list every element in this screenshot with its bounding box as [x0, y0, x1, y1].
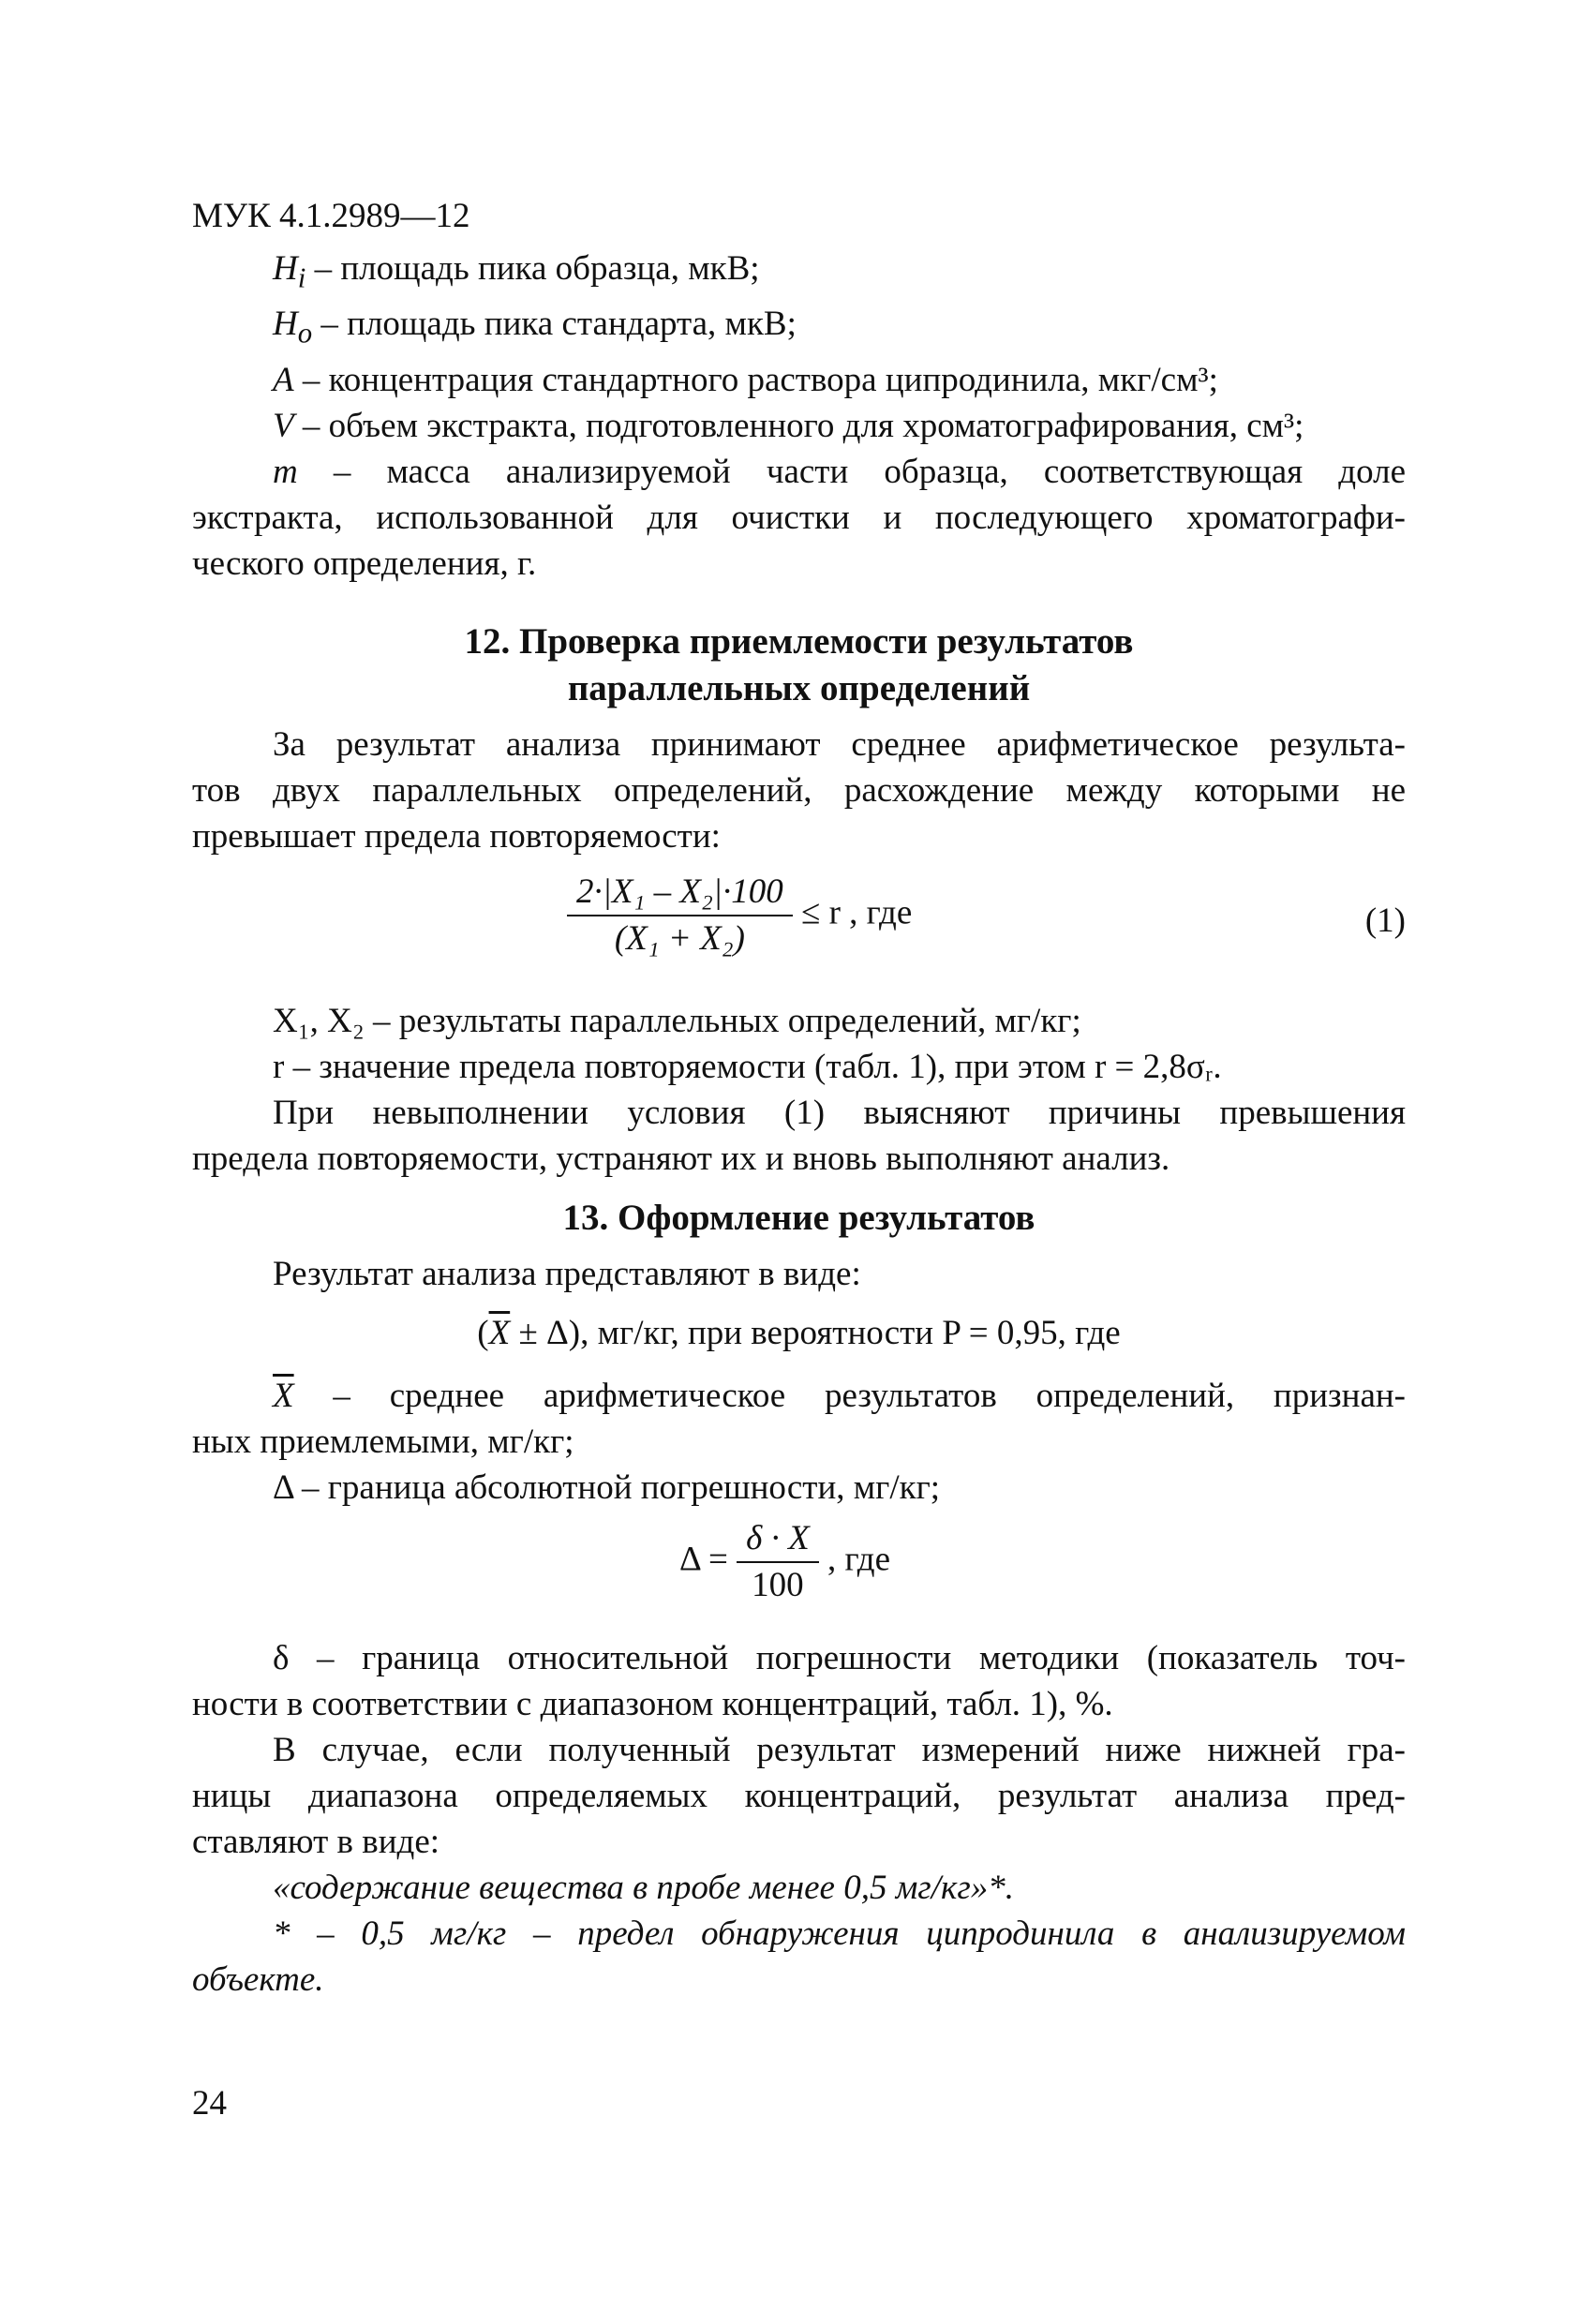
section-13-definitions — [192, 1373, 1406, 1511]
formula-1 — [192, 872, 1406, 975]
def-xbar-line1 — [192, 1373, 1406, 1419]
footnote-line: * – 0,5 мг/кг – предел обнаружения ципродинила в анализируемом — [273, 1914, 1406, 1953]
delta-formula — [192, 1518, 1406, 1621]
subscript: i — [297, 261, 306, 294]
def-ho — [192, 301, 1406, 356]
x-bar: $\overline{X}$ — [488, 1314, 511, 1352]
title-line: 12. Проверка приемлемости результатов — [464, 621, 1134, 662]
def-v — [192, 403, 1406, 449]
def-a — [192, 357, 1406, 403]
def-delta: Δ – граница абсолютной погрешности, мг/кг; — [273, 1468, 941, 1507]
formula-fraction — [567, 872, 793, 960]
def-r: r – значение предела повторяемости (табл. 1), при этом r = 2,8σᵣ. — [273, 1048, 1222, 1086]
definition-text: – среднее арифметическое результатов определений, признан- — [293, 1377, 1406, 1415]
section-13-intro — [192, 1251, 1406, 1297]
title-line: параллельных определений — [567, 668, 1031, 708]
para-line: В случае, если полученный результат измерений ниже нижней гра- — [273, 1731, 1406, 1769]
def-hi — [192, 246, 1406, 301]
para-line: δ – граница относительной погрешности методики (показатель точ- — [273, 1639, 1406, 1677]
delta-tail: , где — [827, 1540, 891, 1579]
definition-text: – концентрация стандартного раствора ципродинила, мкг/см³; — [293, 360, 1218, 399]
numerator: δ · X — [737, 1518, 819, 1563]
def-x: X₁, X₂ – результаты параллельных определений, мг/кг; — [273, 1002, 1081, 1040]
symbol: V — [273, 406, 294, 445]
para-line: ницы диапазона определяемых концентраций, результат анализа пред- — [192, 1777, 1406, 1815]
numerator: 2·|X₁ – X₂|·100 — [567, 872, 793, 916]
formula-tail: ≤ r , где — [801, 893, 913, 932]
delta-lhs: Δ = — [679, 1540, 728, 1579]
section-13-body — [192, 1635, 1406, 2003]
document-code: МУК 4.1.2989—12 — [192, 197, 470, 235]
def-m-line1 — [192, 449, 1406, 495]
x-bar: $\overline{X}$ — [273, 1377, 294, 1415]
denominator: (X₁ + X₂) — [614, 919, 745, 958]
para-line: ставляют в виде: — [192, 1823, 440, 1861]
delta-fraction — [737, 1518, 819, 1606]
definition-text: – объем экстракта, подготовленного для хроматографирования, см³; — [293, 406, 1304, 445]
formula-expression — [567, 872, 912, 960]
denominator: 100 — [752, 1566, 804, 1604]
para-line: За результат анализа принимают среднее арифметическое результа- — [273, 725, 1406, 764]
symbol: m — [273, 452, 298, 491]
page-number: 24 — [192, 2084, 227, 2123]
definition-text: – площадь пика образца, мкВ; — [305, 249, 760, 288]
result-form-text: ± Δ), мг/кг, при вероятности P = 0,95, где — [510, 1314, 1121, 1352]
quote-text: «содержание вещества в пробе менее 0,5 мг/кг»*. — [273, 1869, 1015, 1907]
symbol: A — [273, 360, 294, 399]
document-page — [192, 0, 1406, 2324]
result-form — [192, 1310, 1406, 1356]
para-line: При невыполнении условия (1) выясняют причины превышения — [273, 1094, 1406, 1132]
para-line: тов двух параллельных определений, расхождение между которыми не — [192, 771, 1406, 810]
footnote-line: объекте. — [192, 1960, 324, 1999]
def-m-line3: ческого определения, г. — [192, 544, 537, 583]
para-line: превышает предела повторяемости: — [192, 817, 721, 856]
definition-text: – площадь пика стандарта, мкВ; — [312, 305, 797, 344]
section-12-paragraph — [192, 722, 1406, 859]
section-13-title: 13. Оформление результатов — [562, 1198, 1035, 1238]
definition-text: – масса анализируемой части образца, соответствующая доле — [297, 452, 1406, 491]
para-line: ности в соответствии с диапазоном концентраций, табл. 1), %. — [192, 1685, 1113, 1723]
delta-expression — [679, 1518, 890, 1606]
variable-definitions — [192, 246, 1406, 587]
symbol: H — [273, 249, 298, 288]
para-line: предела повторяемости, устраняют их и вновь выполняют анализ. — [192, 1140, 1170, 1178]
paren: ( — [477, 1314, 489, 1352]
section-12-definitions — [192, 998, 1406, 1182]
section-12-title — [192, 618, 1406, 712]
def-xbar-line2: ных приемлемыми, мг/кг; — [192, 1423, 574, 1461]
equation-number: (1) — [1364, 901, 1406, 940]
symbol: H — [273, 305, 298, 344]
subscript: o — [297, 317, 313, 350]
def-m-line2: экстракта, использованной для очистки и последующего хроматографи- — [192, 498, 1406, 537]
intro-text: Результат анализа представляют в виде: — [273, 1255, 861, 1293]
